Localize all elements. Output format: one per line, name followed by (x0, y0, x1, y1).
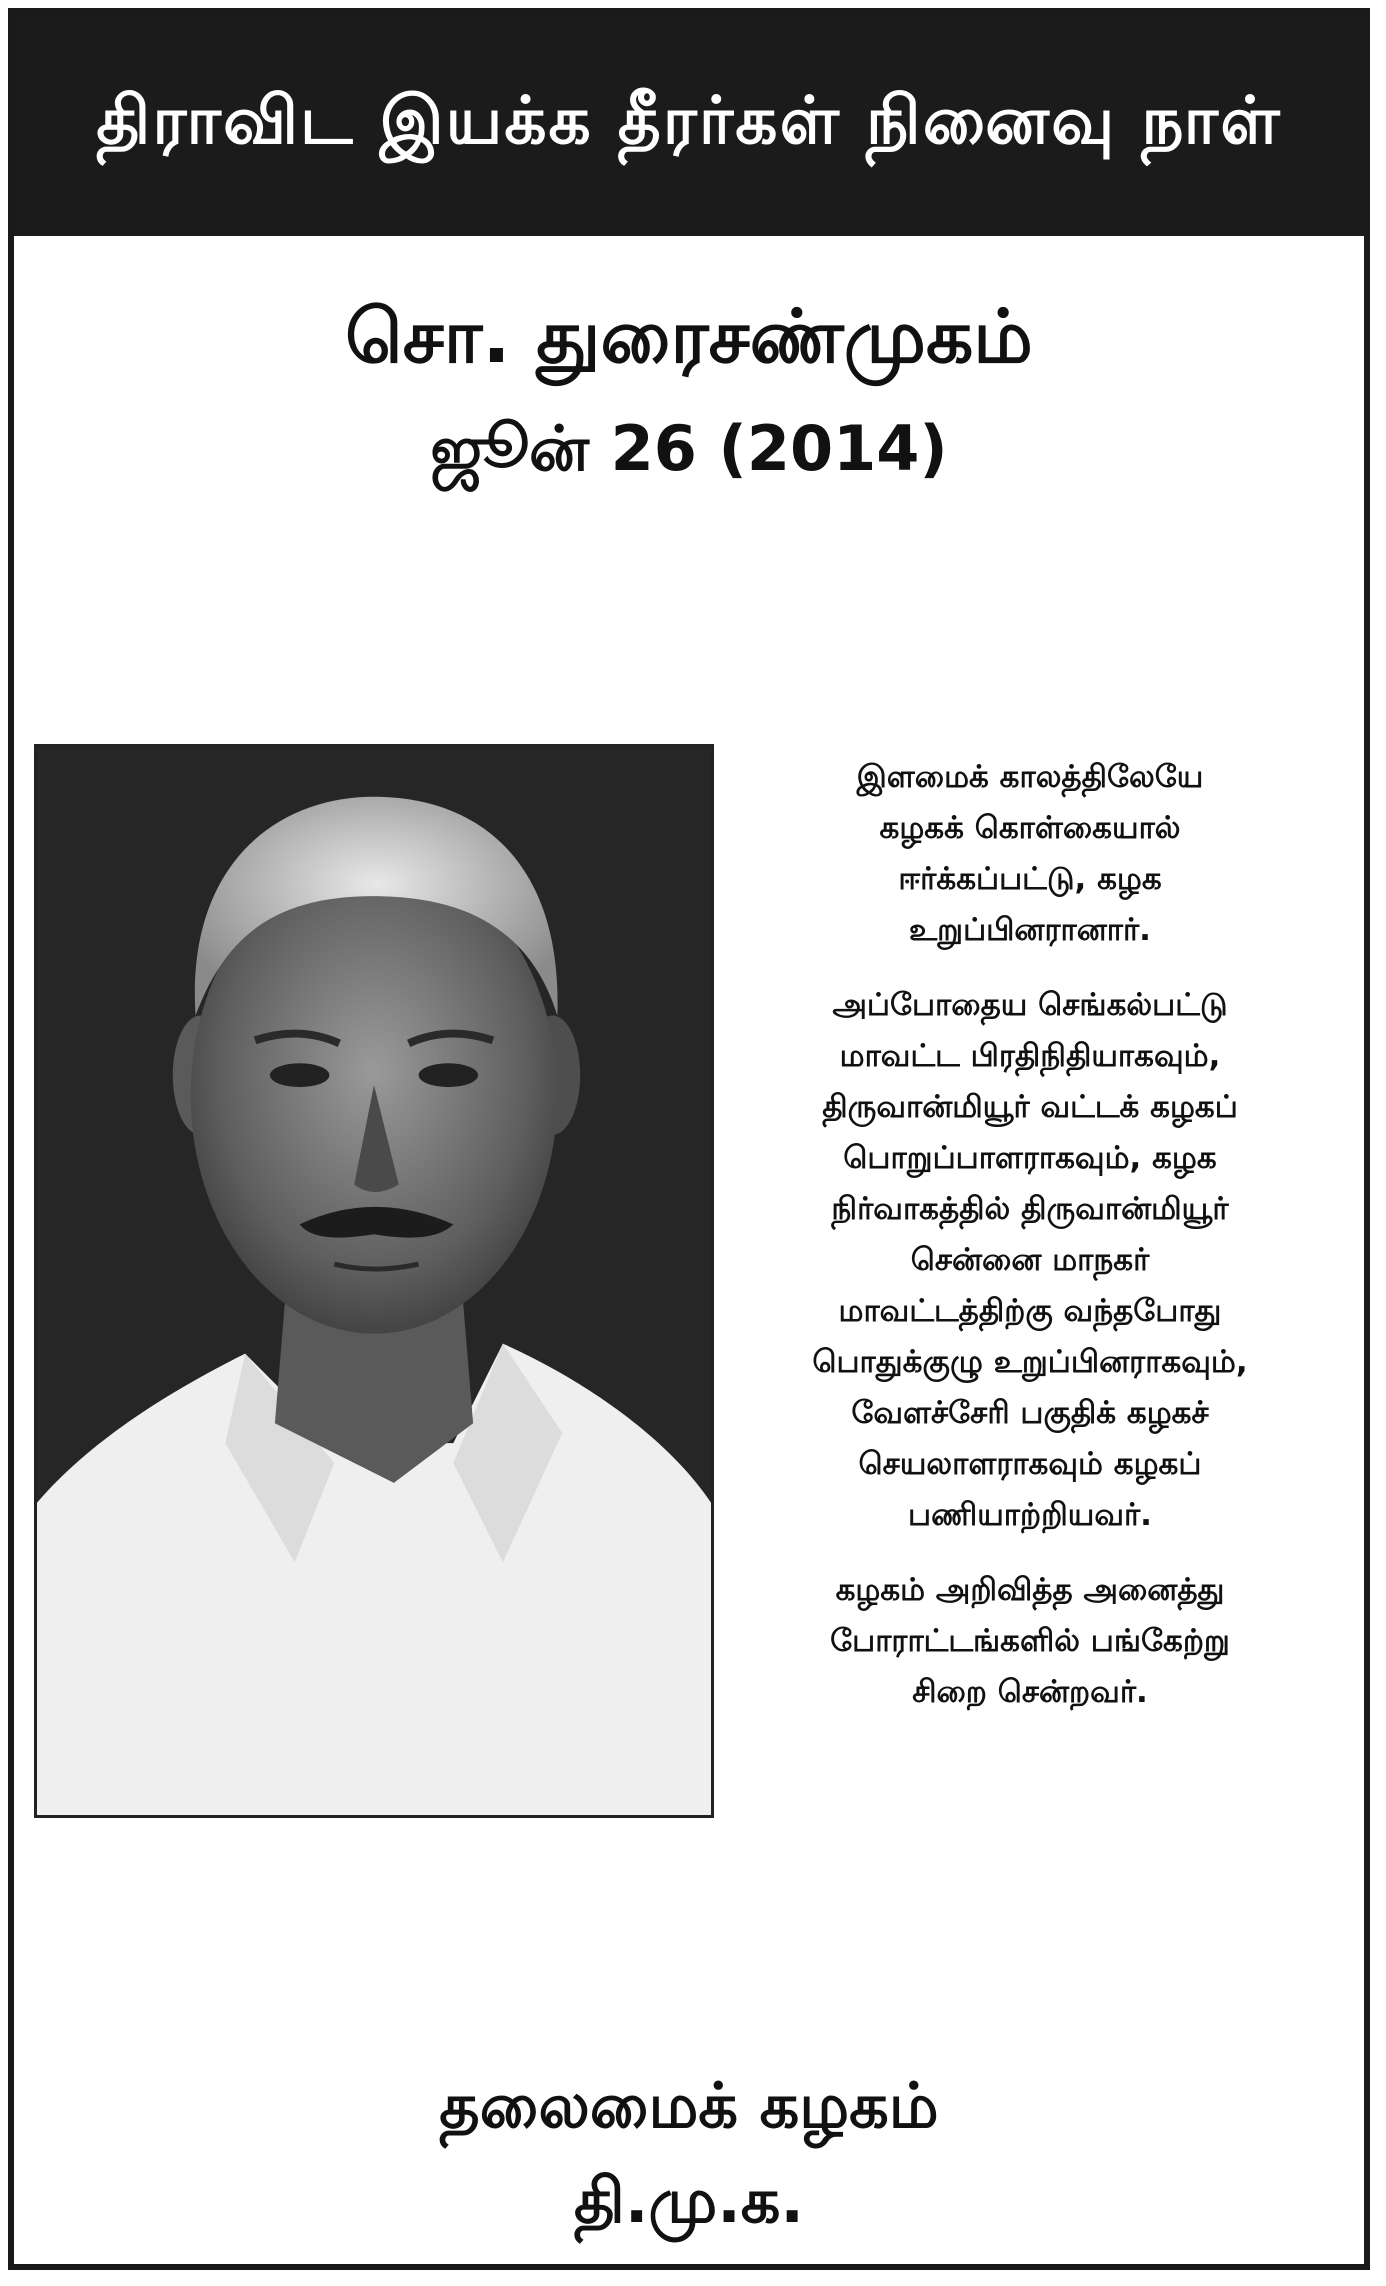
bio-line: கழகம் அறிவித்த அனைத்து (835, 1572, 1225, 1608)
bio-line: திருவான்மியூர் வட்டக் கழகப் (822, 1089, 1238, 1125)
memorial-notice-frame (8, 8, 1370, 2270)
bio-line: சிறை சென்றவர். (912, 1674, 1148, 1710)
bio-line: வேளச்சேரி பகுதிக் கழகச் (851, 1395, 1209, 1431)
bio-line: செயலாளராகவும் கழகப் (858, 1446, 1202, 1482)
bio-line: போராட்டங்களில் பங்கேற்று (830, 1623, 1230, 1659)
bio-line: அப்போதைய செங்கல்பட்டு (832, 987, 1228, 1023)
bio-line: உறுப்பினரானார். (909, 912, 1151, 948)
banner-title: திராவிட இயக்க தீரர்கள் நினைவு நாள் (96, 82, 1282, 159)
organization-name: தலைமைக் கழகம் (439, 2069, 939, 2142)
bio-line: பொறுப்பாளராகவும், கழக (843, 1140, 1217, 1176)
person-name: சொ. துரைசண்முகம் (345, 294, 1033, 380)
header-banner (14, 14, 1364, 236)
bio-paragraph-3 (730, 1565, 1330, 1718)
memorial-date: ஜூன் 26 (2014) (430, 412, 948, 485)
bio-paragraph-2 (730, 980, 1330, 1541)
organization-abbreviation: தி.மு.க. (574, 2164, 804, 2237)
bio-line: சென்னை மாநகர் (910, 1242, 1150, 1278)
bio-line: ஈர்க்கப்பட்டு, கழக (898, 861, 1162, 897)
bio-line: பணியாற்றியவர். (908, 1497, 1152, 1533)
bio-line: மாவட்ட பிரதிநிதியாகவும், (839, 1038, 1221, 1074)
bio-line: பொதுக்குழு உறுப்பினராகவும், (812, 1344, 1248, 1380)
bio-line: இளமைக் காலத்திலேயே (856, 759, 1204, 795)
portrait-illustration (37, 747, 711, 1815)
bio-line: மாவட்டத்திற்கு வந்தபோது (838, 1293, 1222, 1329)
bio-line: கழகக் கொள்கையால் (879, 810, 1181, 846)
biography-text (730, 752, 1330, 1742)
portrait-photo (34, 744, 714, 1818)
bio-line: நிர்வாகத்தில் திருவான்மியூர் (831, 1191, 1229, 1227)
bio-paragraph-1 (730, 752, 1330, 956)
